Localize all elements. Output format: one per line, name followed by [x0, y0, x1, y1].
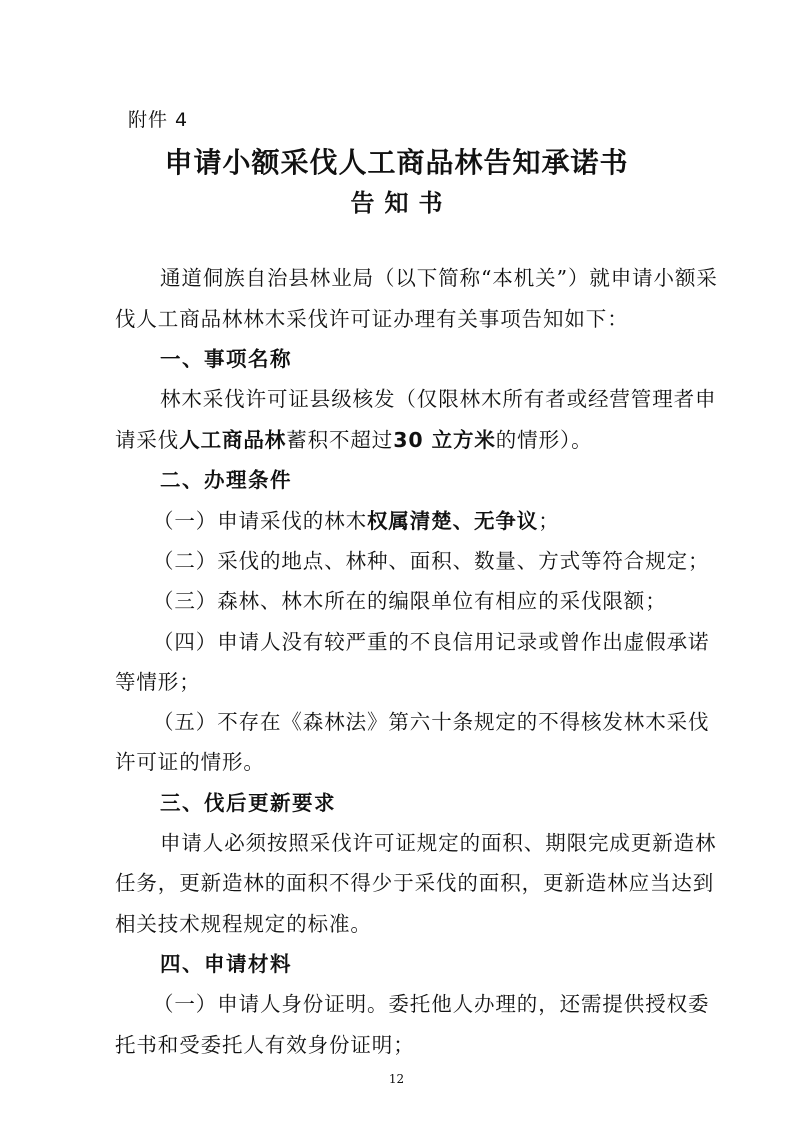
section3-line-3: 相关技术规程规定的标准。 — [115, 912, 372, 936]
section2-item-4-line-2: 等情形； — [115, 670, 201, 694]
section-heading-2: 二、办理条件 — [160, 468, 292, 492]
document-subtitle: 告知书 — [350, 188, 453, 217]
section2-item-3: （三）森林、林木所在的编限单位有相应的采伐限额； — [153, 589, 667, 613]
bold-text-run: 人工商品林 — [179, 428, 287, 452]
section3-line-2: 任务，更新造林的面积不得少于采伐的面积，更新造林应当达到 — [115, 871, 715, 895]
text-run: （一）申请采伐的林木 — [153, 509, 367, 533]
section3-line-1: 申请人必须按照采伐许可证规定的面积、期限完成更新造林 — [160, 831, 717, 855]
text-run: 请采伐 — [115, 428, 180, 452]
bold-text-run: 30 立方米 — [393, 428, 496, 452]
intro-line-2: 伐人工商品林林木采伐许可证办理有关事项告知如下： — [115, 307, 629, 331]
section4-item-1-line-1: （一）申请人身份证明。委托他人办理的，还需提供授权委 — [153, 992, 710, 1016]
section-heading-1: 一、事项名称 — [160, 347, 292, 371]
attachment-label: 附件 4 — [128, 109, 189, 131]
page-number: 12 — [388, 1072, 405, 1086]
bold-text-run: 权属清楚、无争议 — [367, 509, 539, 533]
section2-item-4-line-1: （四）申请人没有较严重的不良信用记录或曾作出虚假承诺 — [153, 630, 710, 654]
section2-item-1 — [115, 506, 733, 536]
intro-line-1: 通道侗族自治县林业局（以下简称“本机关”）就申请小额采 — [160, 266, 718, 290]
section2-item-5-line-2: 许可证的情形。 — [115, 750, 265, 774]
document-title: 申请小额采伐人工商品林告知承诺书 — [164, 146, 629, 179]
section1-line-2 — [115, 425, 695, 455]
section4-item-1-line-2: 托书和受委托人有效身份证明； — [115, 1033, 415, 1057]
section2-item-2: （二）采伐的地点、林种、面积、数量、方式等符合规定； — [153, 549, 710, 573]
section1-line-1: 林木采伐许可证县级核发（仅限林木所有者或经营管理者申 — [160, 387, 717, 411]
section-heading-4: 四、申请材料 — [160, 952, 292, 976]
text-run: ； — [538, 509, 560, 533]
section2-item-5-line-1: （五）不存在《森林法》第六十条规定的不得核发林木采伐 — [153, 710, 710, 734]
text-run: 蓄积不超过 — [286, 428, 394, 452]
text-run: 的情形）。 — [495, 428, 593, 452]
section-heading-3: 三、伐后更新要求 — [160, 791, 336, 815]
